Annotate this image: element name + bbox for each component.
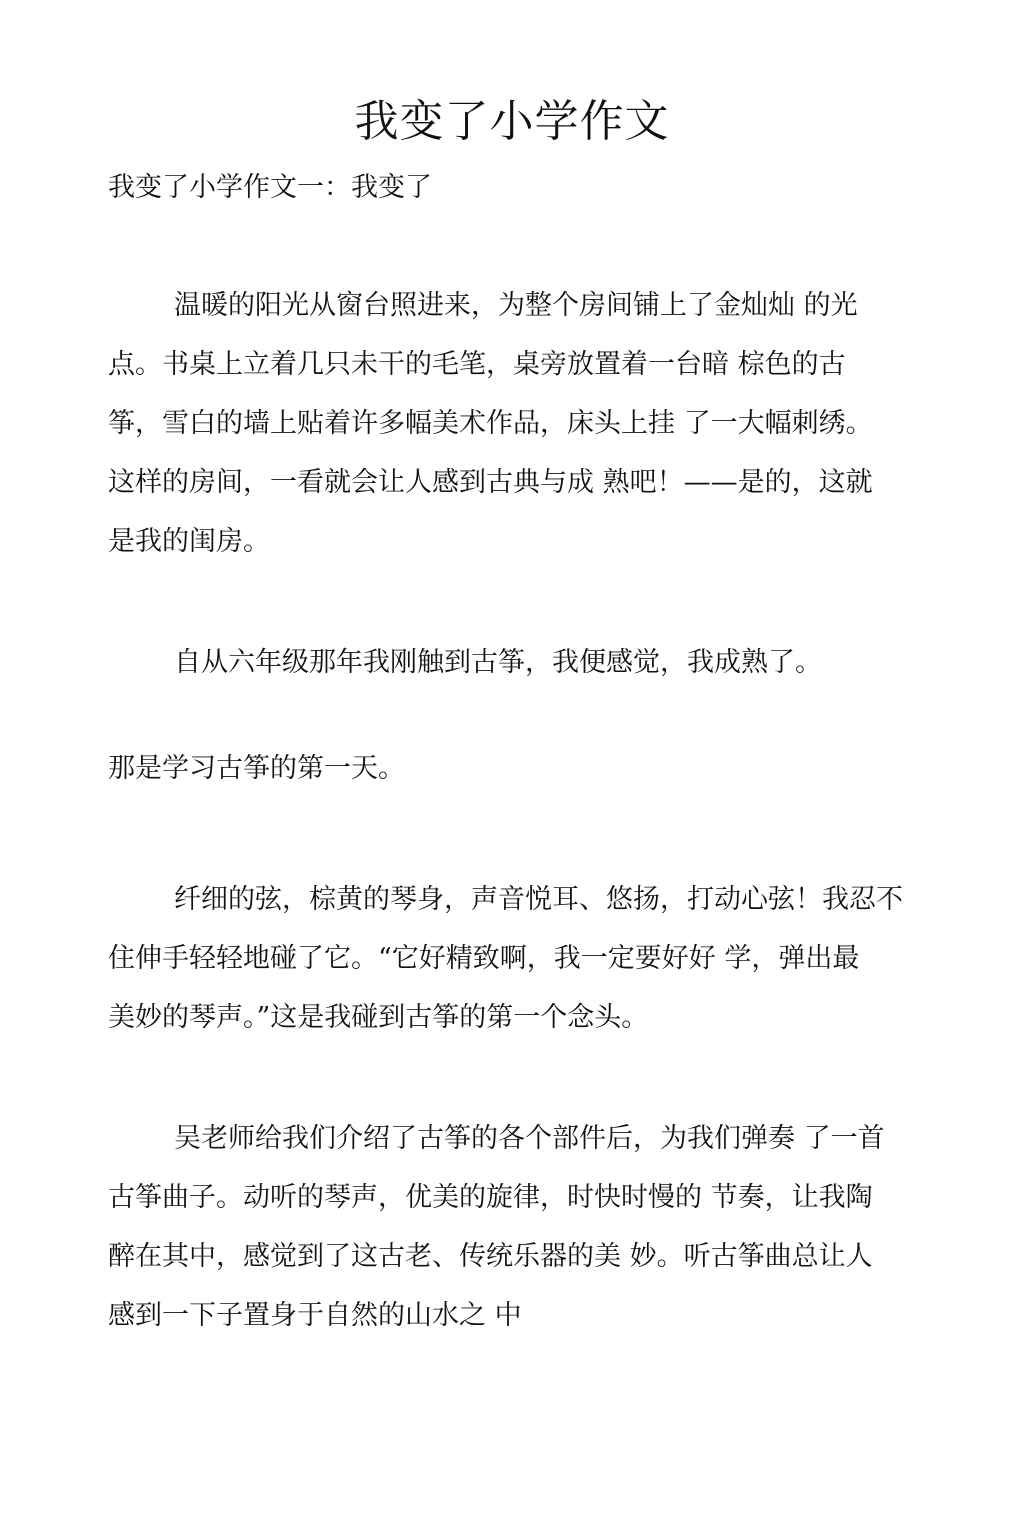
paragraph-5	[108, 1109, 928, 1345]
paragraph-line: 筝，雪白的墙上贴着许多幅美术作品，床头上挂 了一大幅刺绣。	[108, 408, 873, 439]
paragraph-line: 那是学习古筝的第一天。	[108, 753, 405, 784]
paragraph-line: 点。书桌上立着几只未干的毛笔，桌旁放置着一台暗 棕色的古	[108, 349, 846, 380]
paragraph-line: 住伸手轻轻地碰了它。“它好精致啊，我一定要好好 学，弹出最	[108, 943, 860, 974]
paragraph-4	[108, 870, 928, 1047]
paragraph-line: 纤细的弦，棕黄的琴身，声音悦耳、悠扬，打动心弦！我忍不	[174, 884, 903, 915]
document-title: 我变了小学作文	[354, 96, 670, 147]
paragraph-line: 醉在其中，感觉到了这古老、传统乐器的美 妙。听古筝曲总让人	[108, 1241, 873, 1272]
paragraph-3	[108, 739, 928, 798]
paragraph-line: 温暖的阳光从窗台照进来，为整个房间铺上了金灿灿 的光	[174, 290, 858, 321]
paragraph-line: 古筝曲子。动听的琴声，优美的旋律，时快时慢的 节奏，让我陶	[108, 1182, 873, 1213]
paragraph-line: 这样的房间，一看就会让人感到古典与成 熟吧！——是的，这就	[108, 467, 873, 498]
document-subtitle: 我变了小学作文一：我变了	[108, 172, 432, 203]
paragraph-line: 吴老师给我们介绍了古筝的各个部件后，为我们弹奏 了一首	[174, 1123, 885, 1154]
paragraph-line: 感到一下子置身于自然的山水之 中	[108, 1300, 522, 1331]
paragraph-2	[108, 633, 928, 692]
paragraph-line: 是我的闺房。	[108, 526, 270, 557]
paragraph-1	[108, 276, 928, 571]
paragraph-line: 美妙的琴声。”这是我碰到古筝的第一个念头。	[108, 1002, 649, 1033]
paragraph-line: 自从六年级那年我刚触到古筝，我便感觉，我成熟了。	[174, 647, 822, 678]
